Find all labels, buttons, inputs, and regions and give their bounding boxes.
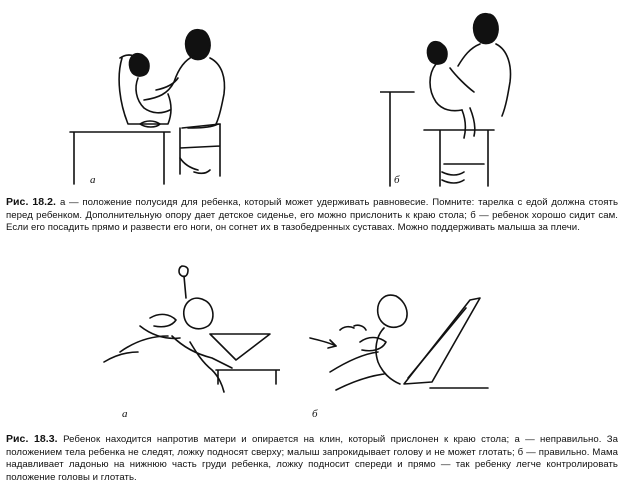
figure-18-2a-letter: а bbox=[90, 174, 96, 186]
figure-18-3b-letter: б bbox=[312, 408, 318, 420]
figure-18-3-caption-label: Рис. 18.3. bbox=[6, 433, 64, 445]
figure-18-2-caption bbox=[6, 196, 618, 235]
figure-18-2-caption-label: Рис. 18.2. bbox=[6, 196, 60, 208]
figure-18-3-caption-text: Ребенок находится напротив матери и опирается на клин, который прислонен к краю стола; а — неправильно. За положением тела ребенка не следят, ложку подносят сверху; малыш запрокидывает голову и не может глотать; б — правильно. Мама надавливает ладонью на нижнюю часть груди ребенка, ложку подносит спереди и прямо — так ребенку легче контролировать положение головы и глотать. bbox=[6, 434, 618, 483]
figure-18-2-caption-text: а — положение полусидя для ребенка, который может удерживать равновесие. Помните: тарелка с едой должна стоять перед ребенком. Дополнительную опору дает детское сиденье, его можно прислонить к краю стола; б — ребенок хорошо сидит сам. Если его посадить прямо и развести его ноги, он согнет их в тазобедренных суставах. Можно поддерживать малыша за плечи. bbox=[6, 197, 619, 234]
figure-18-3b-illustration bbox=[300, 280, 490, 420]
figure-18-2a-illustration bbox=[60, 8, 260, 186]
figure-18-3a-illustration bbox=[100, 262, 280, 420]
figure-18-3a-letter: а bbox=[122, 408, 128, 420]
figure-18-2b-illustration bbox=[380, 4, 530, 190]
figure-18-3-caption bbox=[6, 433, 618, 484]
figure-18-2b-letter: б bbox=[394, 174, 400, 186]
